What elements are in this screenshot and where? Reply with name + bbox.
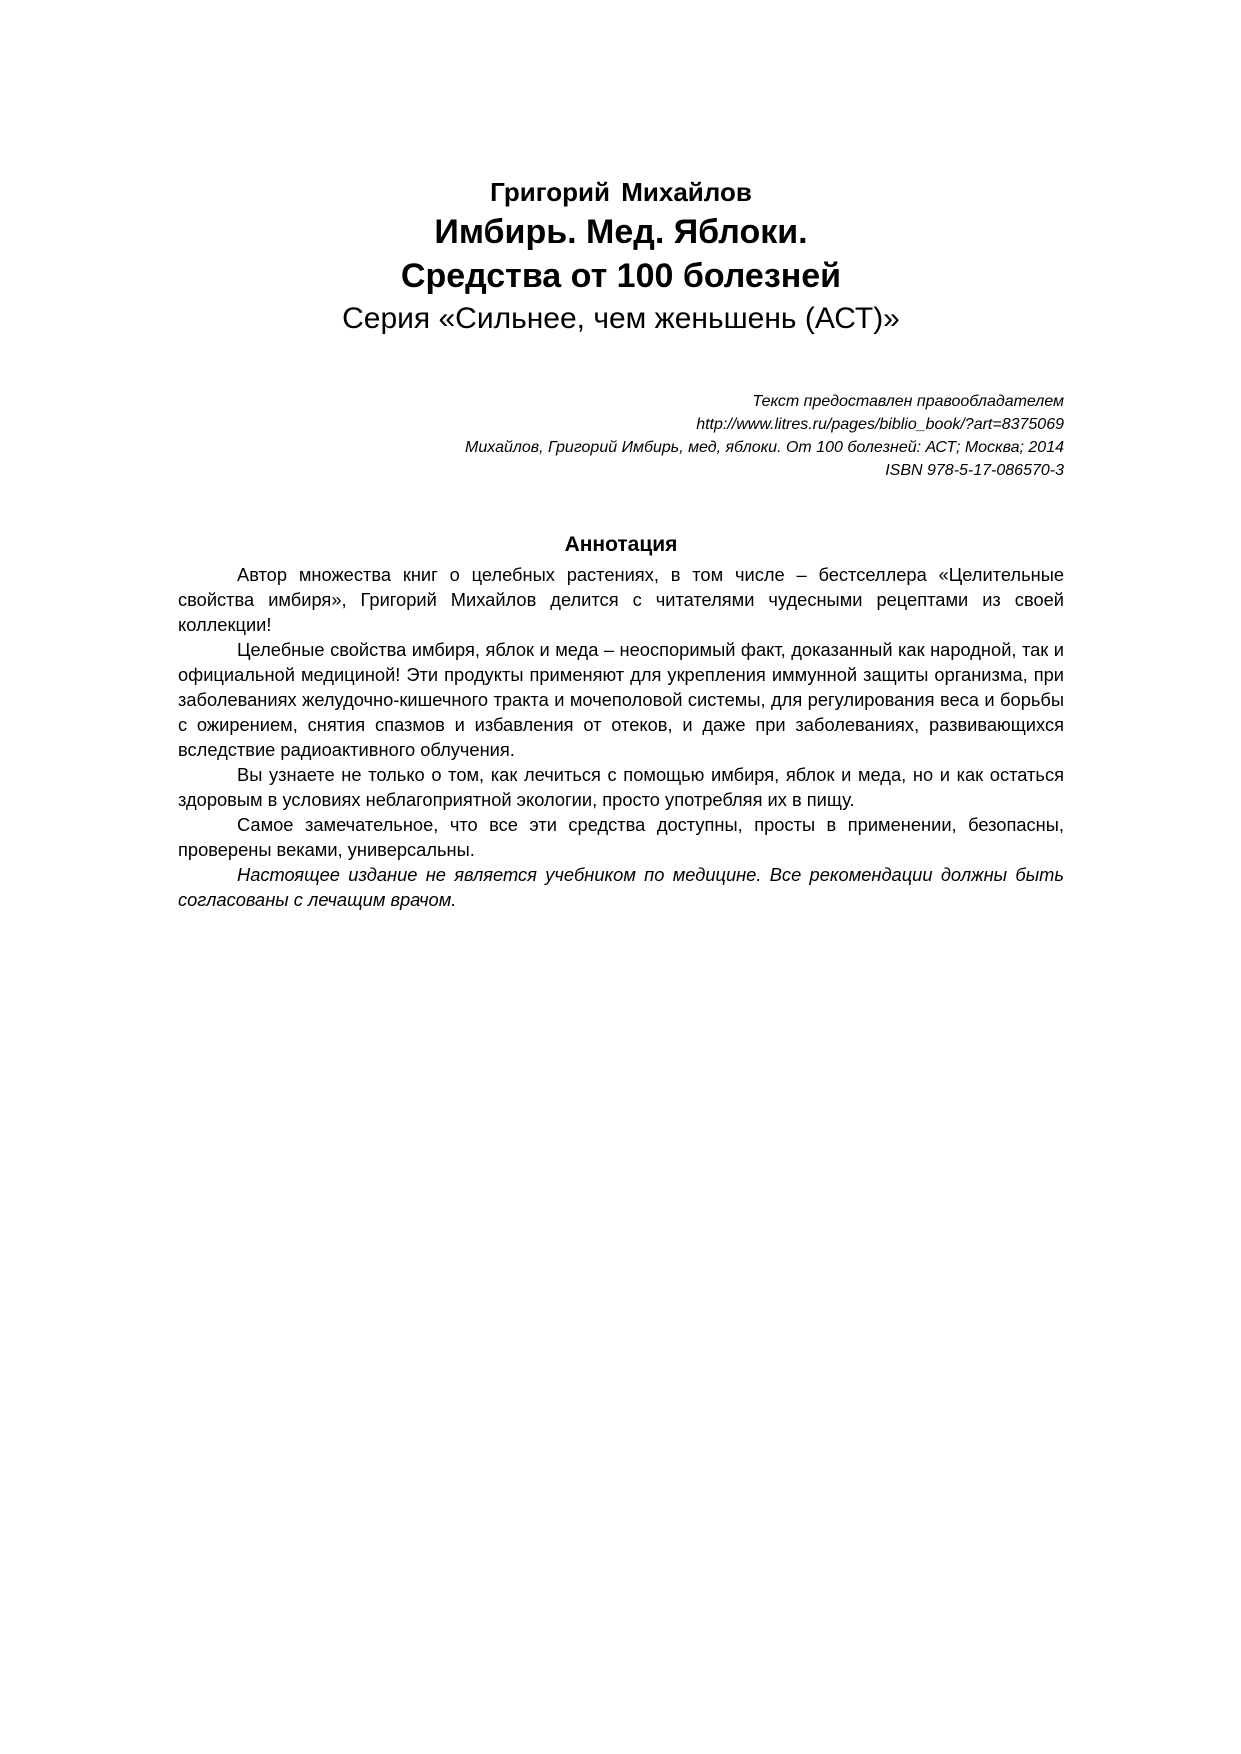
source-url: http://www.litres.ru/pages/biblio_book/?art=8375069: [696, 416, 1064, 433]
book-title-line-1: Имбирь. Мед. Яблоки.: [434, 213, 808, 251]
rights-holder-note: Текст предоставлен правообладателем: [752, 393, 1064, 410]
book-author: Григорий Михайлов: [490, 177, 752, 207]
medical-disclaimer: Настоящее издание не является учебником по медицине. Все рекомендации должны быть согласованы с лечащим врачом.: [178, 864, 1064, 910]
annotation-body: [178, 562, 1064, 912]
annotation-paragraph: Автор множества книг о целебных растениях, в том числе – бестселлера «Целительные свойства имбиря», Григорий Михайлов делится с читателями чудесными рецептами из своей коллекции!: [178, 564, 1064, 635]
book-title-line-2: Средства от 100 болезней: [400, 257, 842, 295]
annotation-paragraph: Самое замечательное, что все эти средства доступны, просты в применении, безопасны, проверены веками, универсальны.: [178, 814, 1064, 860]
annotation-heading: Аннотация: [564, 533, 678, 556]
book-title: [178, 210, 1064, 298]
annotation-paragraph: Целебные свойства имбиря, яблок и меда – неоспоримый факт, доказанный как народной, так и официальной медициной! Эти продукты применяют для укрепления иммунной защиты организма, при заболеваниях желудочно-кишечного тракта и мочеполовой системы, для регулирования веса и борьбы с ожирением, снятия спазмов и избавления от отеков, и даже при заболеваниях, развивающихся вследствие радиоактивного облучения.: [178, 639, 1064, 760]
book-series: Серия «Сильнее, чем женьшень (АСТ)»: [342, 302, 900, 335]
bibliographic-citation: Михайлов, Григорий Имбирь, мед, яблоки. От 100 болезней: АСТ; Москва; 2014: [465, 439, 1064, 456]
publication-meta: [178, 390, 1064, 482]
isbn: ISBN 978-5-17-086570-3: [885, 462, 1064, 479]
annotation-paragraph: Вы узнаете не только о том, как лечиться с помощью имбиря, яблок и меда, но и как остаться здоровым в условиях неблагоприятной экологии, просто употребляя их в пищу.: [178, 764, 1064, 810]
